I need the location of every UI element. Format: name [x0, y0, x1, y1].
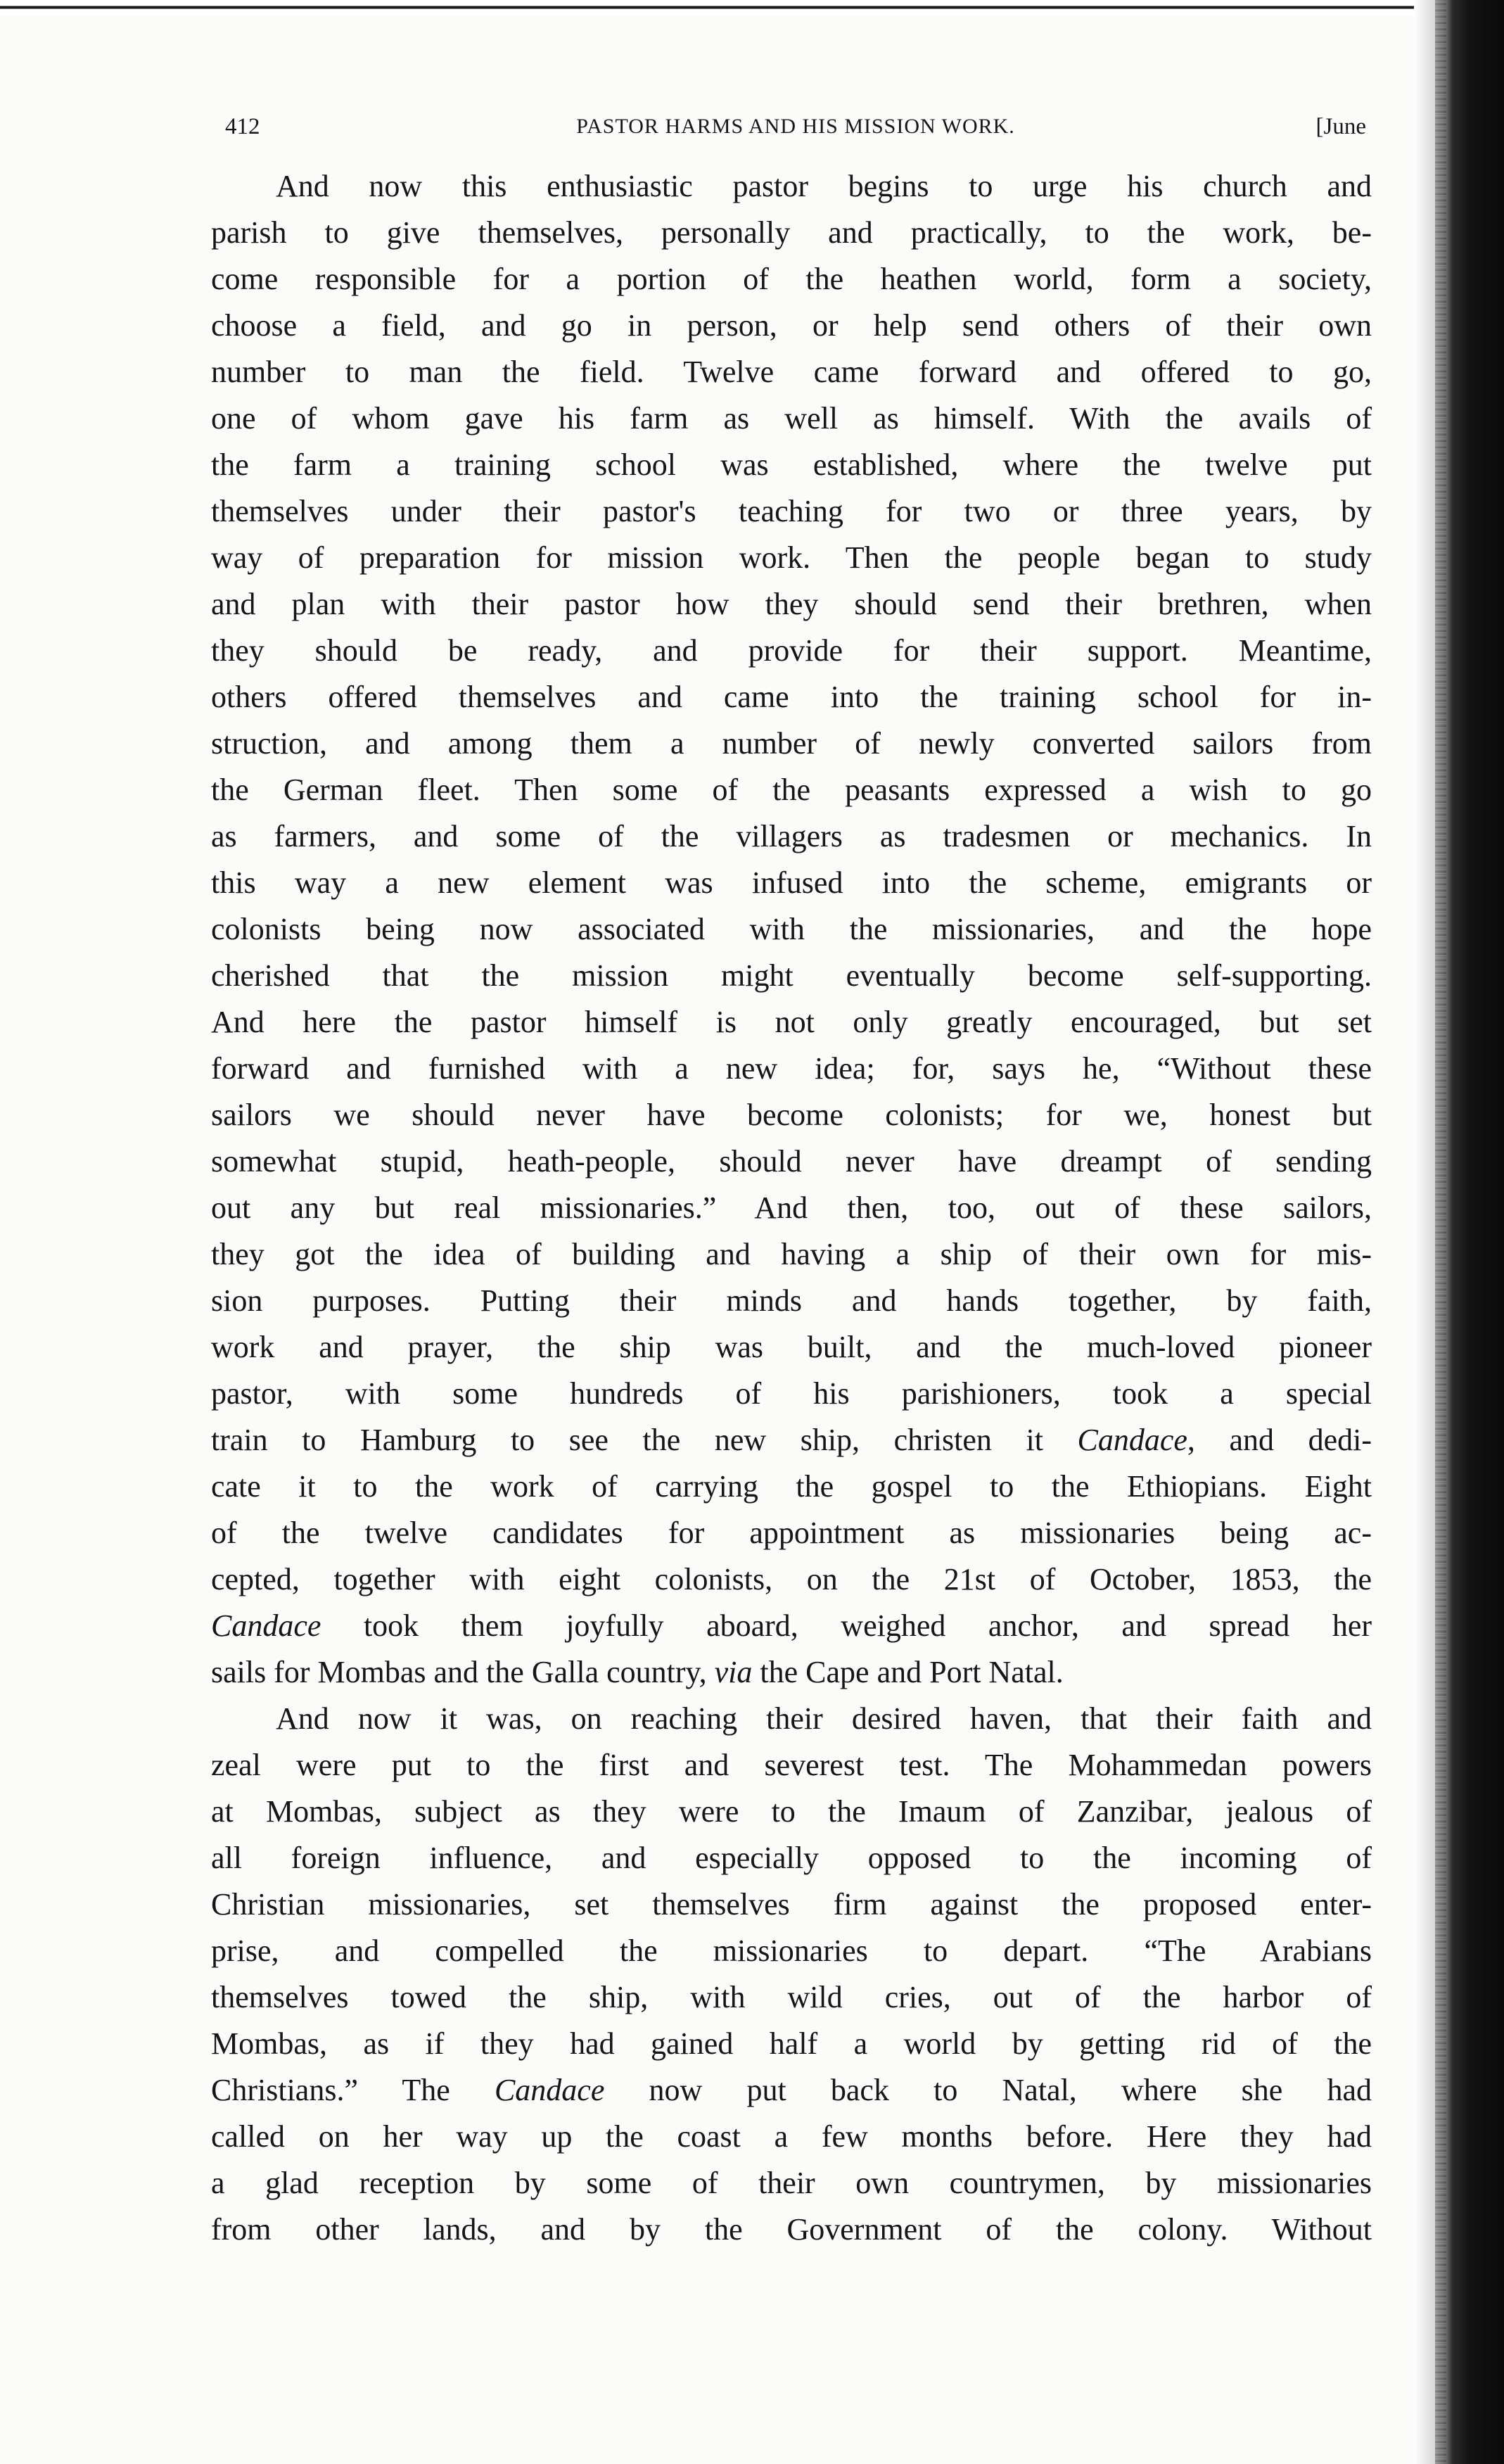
text-line: called on her way up the coast a few months before. Here they had [211, 2119, 1372, 2154]
page-binding-texture [1435, 0, 1446, 2464]
text-line: out any but real missionaries.” And then, too, out of these sailors, [211, 1190, 1372, 1225]
text-line: work and prayer, the ship was built, and the much-loved pioneer [211, 1330, 1372, 1364]
text-line: they should be ready, and provide for their support. Meantime, [211, 633, 1372, 668]
text-line: struction, and among them a number of newly converted sailors from [211, 726, 1372, 761]
text-line: come responsible for a portion of the heathen world, form a society, [211, 262, 1372, 296]
page-number: 412 [225, 114, 260, 139]
text-line: And now this enthusiastic pastor begins to urge his church and [276, 169, 1372, 203]
text-segment: now put back to Natal, where she had [604, 2073, 1372, 2107]
text-line: Christian missionaries, set themselves firm against the proposed enter- [211, 1887, 1372, 1922]
text-line: zeal were put to the first and severest test. The Mohammedan powers [211, 1748, 1372, 1782]
text-line: sailors we should never have become colonists; for we, honest but [211, 1098, 1372, 1132]
text-line: cepted, together with eight colonists, on the 21st of October, 1853, the [211, 1562, 1372, 1596]
text-line [211, 1417, 1372, 1463]
body-text [211, 163, 1372, 2253]
text-line: all foreign influence, and especially opposed to the incoming of [211, 1841, 1372, 1875]
text-line: the German fleet. Then some of the peasants expressed a wish to go [211, 773, 1372, 807]
text-line: themselves towed the ship, with wild cries, out of the harbor of [211, 1980, 1372, 2014]
text-segment: , and dedi- [1187, 1423, 1372, 1457]
text-segment: sails for Mombas and the Galla country, [211, 1655, 715, 1689]
text-line: the farm a training school was established, where the twelve put [211, 447, 1372, 482]
text-line [211, 1603, 1372, 1649]
text-line: themselves under their pastor's teaching for two or three years, by [211, 494, 1372, 528]
text-line: forward and furnished with a new idea; for, says he, “Without these [211, 1051, 1372, 1086]
text-segment: the Cape and Port Natal. [752, 1655, 1064, 1689]
italic-term: via [714, 1655, 753, 1689]
text-line: cherished that the mission might eventually become self-supporting. [211, 958, 1372, 993]
page-binding-edge [1414, 0, 1504, 2464]
text-line: parish to give themselves, personally and practically, to the work, be- [211, 215, 1372, 250]
text-line: one of whom gave his farm as well as himself. With the avails of [211, 401, 1372, 436]
text-segment: took them joyfully aboard, weighed anchor, and spread her [321, 1608, 1372, 1643]
top-edge-rule [0, 0, 1504, 15]
text-line: they got the idea of building and having a ship of their own for mis- [211, 1237, 1372, 1271]
text-line: colonists being now associated with the missionaries, and the hope [211, 912, 1372, 946]
text-line: prise, and compelled the missionaries to depart. “The Arabians [211, 1933, 1372, 1968]
text-line: others offered themselves and came into the training school for in- [211, 680, 1372, 714]
text-line: as farmers, and some of the villagers as tradesmen or mechanics. In [211, 819, 1372, 853]
running-header [225, 106, 1366, 148]
ship-name-italic: Candace [211, 1608, 321, 1643]
text-line: pastor, with some hundreds of his parishioners, took a special [211, 1376, 1372, 1411]
text-line: from other lands, and by the Government of the colony. Without [211, 2212, 1372, 2247]
text-line: sion purposes. Putting their minds and hands together, by faith, [211, 1283, 1372, 1318]
text-line: a glad reception by some of their own countrymen, by missionaries [211, 2166, 1372, 2200]
running-title: PASTOR HARMS AND HIS MISSION WORK. [576, 115, 1015, 138]
text-line: And here the pastor himself is not only greatly encouraged, but set [211, 1005, 1372, 1039]
running-date: [June [1315, 114, 1366, 139]
text-line: and plan with their pastor how they should send their brethren, when [211, 587, 1372, 621]
text-line [211, 2067, 1372, 2114]
text-segment: Christians.” The [211, 2073, 495, 2107]
text-segment: train to Hamburg to see the new ship, christen it [211, 1423, 1078, 1457]
text-line: number to man the field. Twelve came forward and offered to go, [211, 355, 1372, 389]
text-line: at Mombas, subject as they were to the Imaum of Zanzibar, jealous of [211, 1794, 1372, 1829]
text-line: this way a new element was infused into the scheme, emigrants or [211, 865, 1372, 900]
text-line: of the twelve candidates for appointment as missionaries being ac- [211, 1516, 1372, 1550]
text-line: Mombas, as if they had gained half a world by getting rid of the [211, 2026, 1372, 2061]
text-line: cate it to the work of carrying the gospel to the Ethiopians. Eight [211, 1469, 1372, 1504]
text-line: choose a field, and go in person, or help send others of their own [211, 308, 1372, 343]
text-line [211, 1649, 1372, 1696]
text-line: And now it was, on reaching their desired haven, that their faith and [276, 1701, 1372, 1736]
italic-term: Candace [494, 2073, 605, 2107]
italic-term: Candace [1077, 1423, 1187, 1457]
text-line: somewhat stupid, heath-people, should never have dreampt of sending [211, 1144, 1372, 1179]
text-line: way of preparation for mission work. Then the people began to study [211, 540, 1372, 575]
